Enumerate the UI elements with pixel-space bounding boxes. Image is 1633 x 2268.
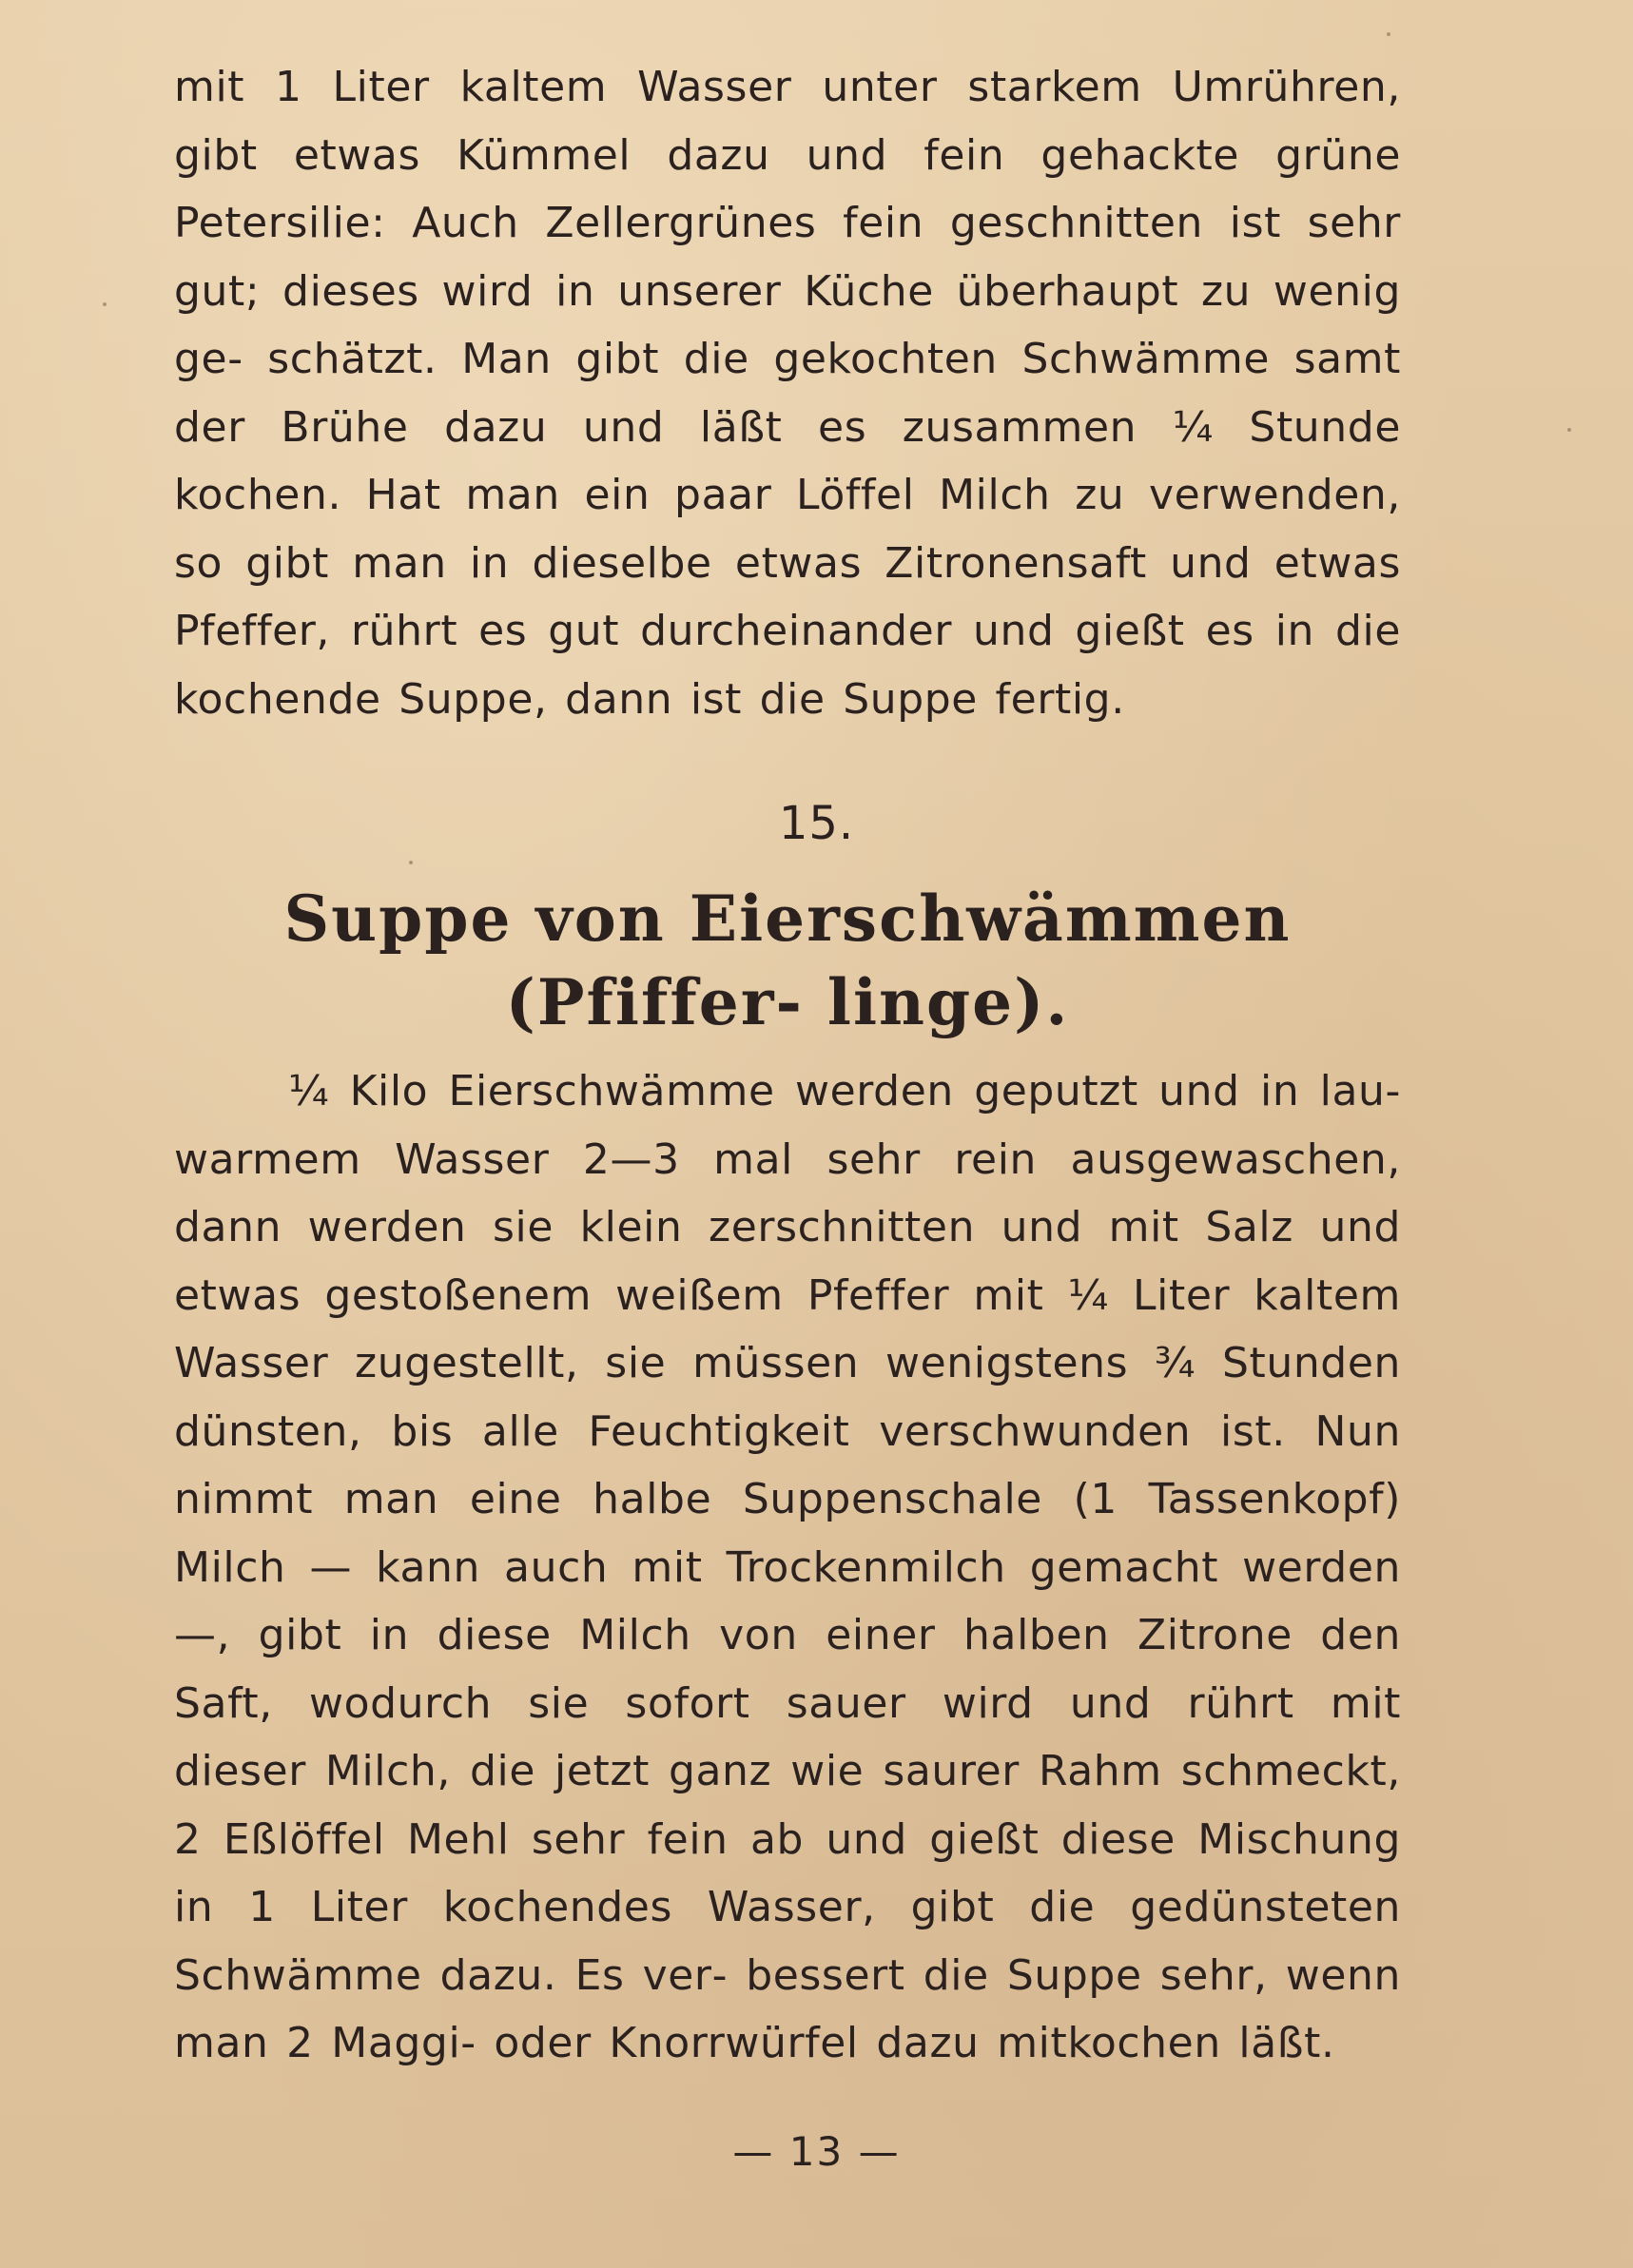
paper-speck [1387,32,1390,36]
recipe-paragraph: ¼ Kilo Eierschwämme werden geputzt und in lau‑ warmem Wasser 2—3 mal sehr rein ausgewaschen, dann werden sie klein zerschnitten und mit Salz und etwas gestoßenem weißem Pfeffer mit ¼ Liter kaltem Wasser zugestellt, sie müssen wenigstens ¾ Stunden dünsten, bis alle Feuchtigkeit verschwunden ist. Nun nimmt man eine halbe Suppenschale (1 Tassenkopf) Milch — kann auch mit Trockenmilch gemacht werden —, gibt in diese Milch von einer halben Zitrone den Saft, wodurch sie sofort sauer wird und rührt mit dieser Milch, die jetzt ganz wie saurer Rahm schmeckt, 2 Eßlöffel Mehl sehr fein ab und gießt diese Mischung in 1 Liter kochendes Wasser, gibt die gedünsteten Schwämme dazu. Es ver‑ bessert die Suppe sehr, wenn man 2 Maggi‑ oder Knorrwürfel dazu mitkochen läßt. [174,1067,1401,2067]
paper-speck [1567,428,1571,432]
paper-speck [103,302,107,306]
recipe-title: Suppe von Eierschwämmen (Pfiffer‑ linge). [283,882,1292,1039]
page-number: — 13 — [732,2128,901,2175]
paragraph-continued: mit 1 Liter kaltem Wasser unter starkem Umrühren, gibt etwas Kümmel dazu und fein gehackte grüne Petersilie: Auch Zellergrünes fein geschnitten ist sehr gut; dieses wird in unserer Küche überhaupt zu wenig ge‑ schätzt. Man gibt die gekochten Schwämme samt der Brühe dazu und läßt es zusammen ¼ Stunde kochen. Hat man ein paar Löffel Milch zu verwenden, so gibt man in dieselbe etwas Zitronensaft und etwas Pfeffer, rührt es gut durcheinander und gießt es in die kochende Suppe, dann ist die Suppe fertig. [174,63,1401,724]
paper-speck [409,861,413,864]
section-number: 15. [778,797,855,850]
